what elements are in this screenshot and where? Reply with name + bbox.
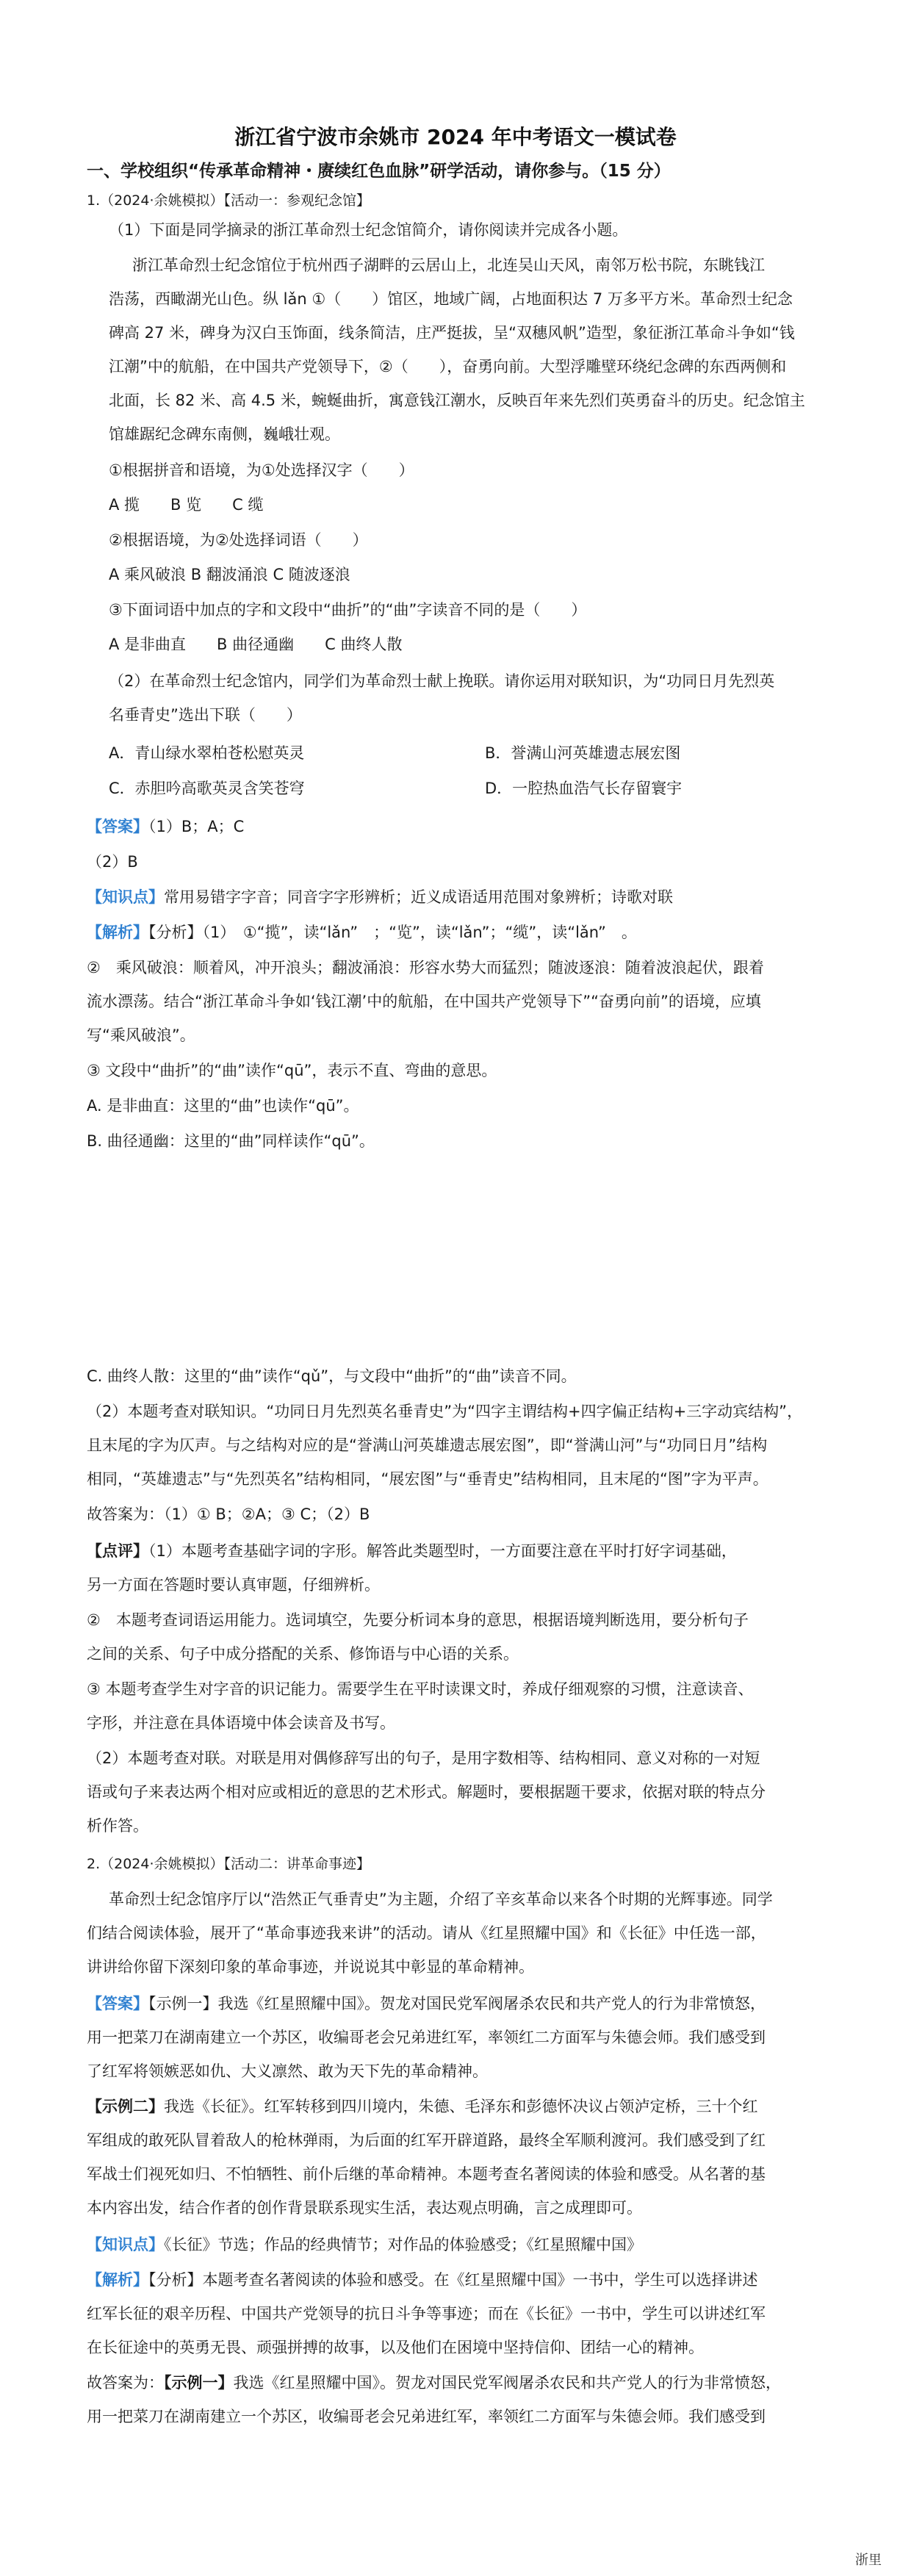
sub-question-2: ②根据语境，为②处选择词语（ ） — [109, 531, 368, 549]
comment-text: 字形，并注意在具体语境中体会读音及书写。 — [87, 1714, 395, 1732]
answer-line — [87, 816, 244, 838]
comment-text: （1）本题考查基础字词的字形。解答此类题型时，一方面要注意在平时打好字词基础， — [148, 1542, 737, 1560]
comment-text: 之间的关系、句子中成分搭配的关系、修饰语与中心语的关系。 — [87, 1645, 519, 1663]
page-title: 浙江省宁波市余姚市 2024 年中考语文一模试卷 — [234, 125, 677, 149]
example-1-text: 我选《红星照耀中国》。贺龙对国民党军阀屠杀农民和共产党人的行为非常愤怒， — [217, 1995, 766, 2012]
example-1-label: 【示例一】 — [148, 1995, 218, 2012]
answer-line-2: （2）B — [87, 853, 138, 871]
sub-question-1: ①根据拼音和语境，为①处选择汉字（ ） — [109, 461, 414, 479]
comment-text: 语或句子来表达两个相对应或相近的意思的艺术形式。解题时，要根据题干要求，依据对联的特点分 — [87, 1783, 766, 1801]
analysis-tag: 【解析】 — [87, 2271, 148, 2289]
option-b: B．誉满山河英雄遗志展宏图 — [485, 744, 681, 762]
knowledge-tag: 【知识点】 — [87, 2236, 164, 2253]
example-1-text: 用一把菜刀在湖南建立一个苏区，收编哥老会兄弟进红军，率领红二方面军与朱德会师。我们感受到 — [87, 2029, 766, 2046]
final-example-label: 【示例一】 — [164, 2374, 234, 2392]
analysis-text: （2）本题考查对联知识。“功同日月先烈英名垂青史”为“四字主谓结构+四字偏正结构+三字动宾结构”， — [87, 1403, 803, 1420]
final-answer-text: 我选《红星照耀中国》。贺龙对国民党军阀屠杀农民和共产党人的行为非常愤怒， — [233, 2374, 781, 2392]
sub-question-2-options: A 乘风破浪 B 翻波涌浪 C 随波逐浪 — [109, 566, 350, 583]
analysis-text: 【分析】（1） ①“揽”，读“lǎn” ；“览”，读“lǎn”；“缆”，读“lǎn” 。 — [148, 924, 637, 941]
answer-line — [87, 1993, 766, 2015]
question-1-intro: （1）下面是同学摘录的浙江革命烈士纪念馆简介，请你阅读并完成各小题。 — [109, 221, 628, 239]
passage-line: 浩荡，西瞰湖光山色。纵 lǎn ①（ ）馆区，地域广阔，占地面积达 7 万多平方米。革命烈士纪念 — [109, 290, 793, 308]
question-2-intro: 讲讲给你留下深刻印象的革命事迹，并说说其中彰显的革命精神。 — [87, 1958, 534, 1976]
comment-text: 析作答。 — [87, 1817, 148, 1835]
answer-text: （1）B；A；C — [148, 818, 245, 835]
page-footer: 浙里 — [855, 2552, 882, 2568]
passage-line: 浙江革命烈士纪念馆位于杭州西子湖畔的云居山上，北连吴山天风，南邻万松书院，东眺钱江 — [132, 256, 765, 274]
question-1-part-2: 名垂青史”选出下联（ ） — [109, 706, 302, 724]
knowledge-tag: 【知识点】 — [87, 888, 164, 906]
analysis-text: B. 曲径通幽：这里的“曲”同样读作“qū”。 — [87, 1132, 375, 1150]
final-answer-line — [87, 2372, 781, 2394]
option-a: A．青山绿水翠柏苍松慰英灵 — [109, 744, 305, 762]
final-answer-label: 故答案为： — [87, 2374, 164, 2392]
sub-question-3: ③下面词语中加点的字和文段中“曲折”的“曲”字读音不同的是（ ） — [109, 601, 587, 619]
analysis-text: 相同，“英雄遗志”与“先烈英名”结构相同，“展宏图”与“垂青史”结构相同，且末尾的“图”字为平声。 — [87, 1470, 768, 1488]
analysis-text: 【分析】本题考查名著阅读的体验和感受。在《红星照耀中国》一书中，学生可以选择讲述 — [148, 2271, 758, 2289]
knowledge-text: 《长征》节选；作品的经典情节；对作品的体验感受；《红星照耀中国》 — [164, 2236, 642, 2253]
example-2-text: 军战士们视死如归、不怕牺牲、前仆后继的革命精神。本题考查名著阅读的体验和感受。从名著的基 — [87, 2165, 766, 2183]
analysis-text: 且末尾的字为仄声。与之结构对应的是“誉满山河英雄遗志展宏图”，即“誉满山河”与“功同日月”结构 — [87, 1436, 768, 1454]
knowledge-line — [87, 886, 673, 908]
analysis-tag: 【解析】 — [87, 924, 148, 941]
passage-line: 江潮”中的航船，在中国共产党领导下，②（ ），奋勇向前。大型浮雕壁环绕纪念碑的东西两侧和 — [109, 358, 787, 375]
example-2-text: 我选《长征》。红军转移到四川境内，朱德、毛泽东和彭德怀决议占领泸定桥，三十个红 — [164, 2098, 758, 2115]
comment-text: ③ 本题考查学生对字音的识记能力。需要学生在平时读课文时，养成仔细观察的习惯，注意读音、 — [87, 1680, 754, 1698]
example-2-label: 【示例二】 — [87, 2098, 164, 2115]
example-2-line — [87, 2095, 758, 2118]
comment-text: （2）本题考查对联。对联是用对偶修辞写出的句子，是用字数相等、结构相同、意义对称的一对短 — [87, 1749, 760, 1767]
question-1-head: 1.（2024·余姚模拟）【活动一：参观纪念馆】 — [87, 193, 371, 209]
analysis-text: C. 曲终人散：这里的“曲”读作“qǔ”，与文段中“曲折”的“曲”读音不同。 — [87, 1367, 577, 1385]
final-answer-text: 用一把菜刀在湖南建立一个苏区，收编哥老会兄弟进红军，率领红二方面军与朱德会师。我们感受到 — [87, 2408, 766, 2425]
comment-text: 另一方面在答题时要认真审题，仔细辨析。 — [87, 1576, 380, 1594]
question-2-intro: 革命烈士纪念馆序厅以“浩然正气垂青史”为主题，介绍了辛亥革命以来各个时期的光辉事迹。同学 — [109, 1890, 773, 1908]
example-2-text: 本内容出发，结合作者的创作背景联系现实生活，表达观点明确，言之成理即可。 — [87, 2199, 642, 2217]
option-c: C．赤胆吟高歌英灵含笑苍穹 — [109, 780, 305, 797]
analysis-text: 在长征途中的英勇无畏、顽强拼搏的故事，以及他们在困境中坚持信仰、团结一心的精神。 — [87, 2339, 704, 2356]
comment-line — [87, 1540, 737, 1562]
knowledge-text: 常用易错字字音；同音字字形辨析；近义成语适用范围对象辨析；诗歌对联 — [164, 888, 673, 906]
analysis-line — [87, 2269, 758, 2291]
passage-line: 馆雄踞纪念碑东南侧，巍峨壮观。 — [109, 425, 340, 443]
section-heading: 一、学校组织“传承革命精神・赓续红色血脉”研学活动，请你参与。（15 分） — [87, 162, 671, 181]
comment-text: ② 本题考查词语运用能力。选词填空，先要分析词本身的意思，根据语境判断选用，要分析句子 — [87, 1611, 749, 1629]
option-d: D．一腔热血浩气长存留寰宇 — [485, 780, 683, 797]
final-answer: 故答案为：（1）① B；②A；③ C；（2）B — [87, 1505, 370, 1523]
analysis-text: ③ 文段中“曲折”的“曲”读作“qū”，表示不直、弯曲的意思。 — [87, 1062, 497, 1079]
answer-tag: 【答案】 — [87, 818, 148, 835]
analysis-text: 红军长征的艰辛历程、中国共产党领导的抗日斗争等事迹；而在《长征》一书中，学生可以讲述红军 — [87, 2305, 766, 2323]
analysis-line — [87, 921, 637, 943]
comment-tag: 【点评】 — [87, 1542, 148, 1560]
sub-question-1-options: A 揽 B 览 C 缆 — [109, 496, 264, 514]
question-2-intro: 们结合阅读体验，展开了“革命事迹我来讲”的活动。请从《红星照耀中国》和《长征》中任选一部， — [87, 1924, 766, 1942]
example-1-text: 了红军将领嫉恶如仇、大义凛然、敢为天下先的革命精神。 — [87, 2062, 488, 2080]
analysis-text: 写“乘风破浪”。 — [87, 1026, 195, 1044]
analysis-text: ② 乘风破浪：顺着风，冲开浪头；翻波涌浪：形容水势大而猛烈；随波逐浪：随着波浪起伏，跟着 — [87, 959, 764, 976]
example-2-text: 军组成的敢死队冒着敌人的枪林弹雨，为后面的红军开辟道路，最终全军顺利渡河。我们感受到了红 — [87, 2131, 766, 2149]
knowledge-line — [87, 2234, 642, 2256]
answer-tag: 【答案】 — [87, 1995, 148, 2012]
passage-line: 碑高 27 米，碑身为汉白玉饰面，线条简洁，庄严挺拔，呈“双穗风帆”造型，象征浙江革命斗争如“钱 — [109, 324, 795, 342]
passage-line: 北面，长 82 米、高 4.5 米，蜿蜒曲折，寓意钱江潮水，反映百年来先烈们英勇奋斗的历史。纪念馆主 — [109, 392, 805, 409]
question-2-head: 2.（2024·余姚模拟）【活动二：讲革命事迹】 — [87, 1856, 371, 1872]
analysis-text: A. 是非曲直：这里的“曲”也读作“qū”。 — [87, 1097, 359, 1115]
analysis-text: 流水漂荡。结合“浙江革命斗争如‘钱江潮’中的航船，在中国共产党领导下”“奋勇向前”的语境，应填 — [87, 993, 761, 1010]
question-1-part-2: （2）在革命烈士纪念馆内，同学们为革命烈士献上挽联。请你运用对联知识，为“功同日月先烈英 — [109, 672, 775, 690]
sub-question-3-options: A 是非曲直 B 曲径通幽 C 曲终人散 — [109, 636, 403, 653]
